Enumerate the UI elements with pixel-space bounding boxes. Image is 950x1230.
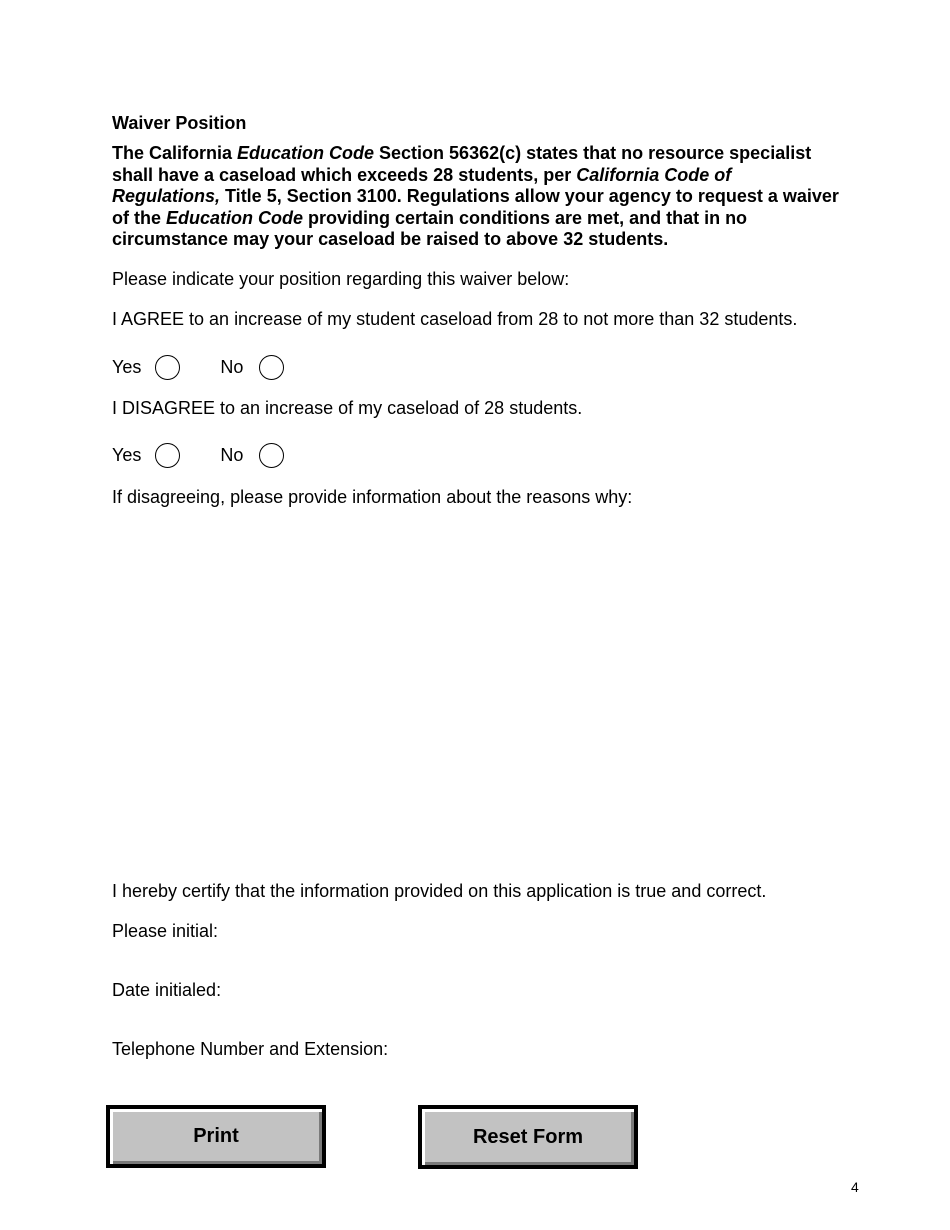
intro-text-2: Section 56362(c) states that no resource specialist shall have a caseload which exceeds 28 students, per: [112, 143, 812, 185]
intro-text-1: The California: [112, 143, 238, 163]
certify-statement: I hereby certify that the information provided on this application is true and correct.: [112, 881, 767, 901]
agree-statement: I AGREE to an increase of my student caseload from 28 to not more than 32 students.: [112, 309, 798, 329]
agree-radio-group: [112, 355, 284, 380]
disagree-yes-label: Yes: [112, 445, 142, 465]
agree-no-radio[interactable]: [259, 355, 284, 380]
disagree-radio-group: [112, 443, 284, 468]
agree-yes-label: Yes: [112, 357, 142, 377]
reasons-prompt: If disagreeing, please provide information about the reasons why:: [112, 487, 633, 507]
agree-yes-radio[interactable]: [155, 355, 180, 380]
reset-form-button[interactable]: Reset Form: [418, 1105, 638, 1169]
page-number: 4: [851, 1179, 859, 1195]
disagree-no-radio[interactable]: [259, 443, 284, 468]
intro-text-4: providing certain conditions are met, and that in no circumstance may your caseload be raised to above 32 students.: [112, 207, 748, 249]
intro-emphasis-2: California Code of Regulations,: [112, 164, 732, 206]
disagree-no-label: No: [220, 445, 244, 465]
disagree-statement: I DISAGREE to an increase of my caseload of 28 students.: [112, 398, 583, 418]
telephone-label: Telephone Number and Extension:: [112, 1039, 389, 1059]
section-heading: Waiver Position: [112, 113, 247, 133]
waiver-intro-paragraph: [112, 143, 842, 251]
agree-no-label: No: [220, 357, 244, 377]
reasons-text-area[interactable]: [112, 520, 842, 870]
intro-emphasis-3: Education Code: [166, 207, 304, 228]
position-prompt: Please indicate your position regarding this waiver below:: [112, 269, 570, 289]
disagree-yes-radio[interactable]: [155, 443, 180, 468]
initial-label: Please initial:: [112, 921, 219, 941]
intro-text-3: Title 5, Section 3100. Regulations allow your agency to request a waiver of the: [112, 186, 839, 228]
print-button[interactable]: Print: [106, 1105, 326, 1168]
date-initialed-label: Date initialed:: [112, 980, 222, 1000]
intro-emphasis-1: Education Code: [237, 143, 375, 163]
